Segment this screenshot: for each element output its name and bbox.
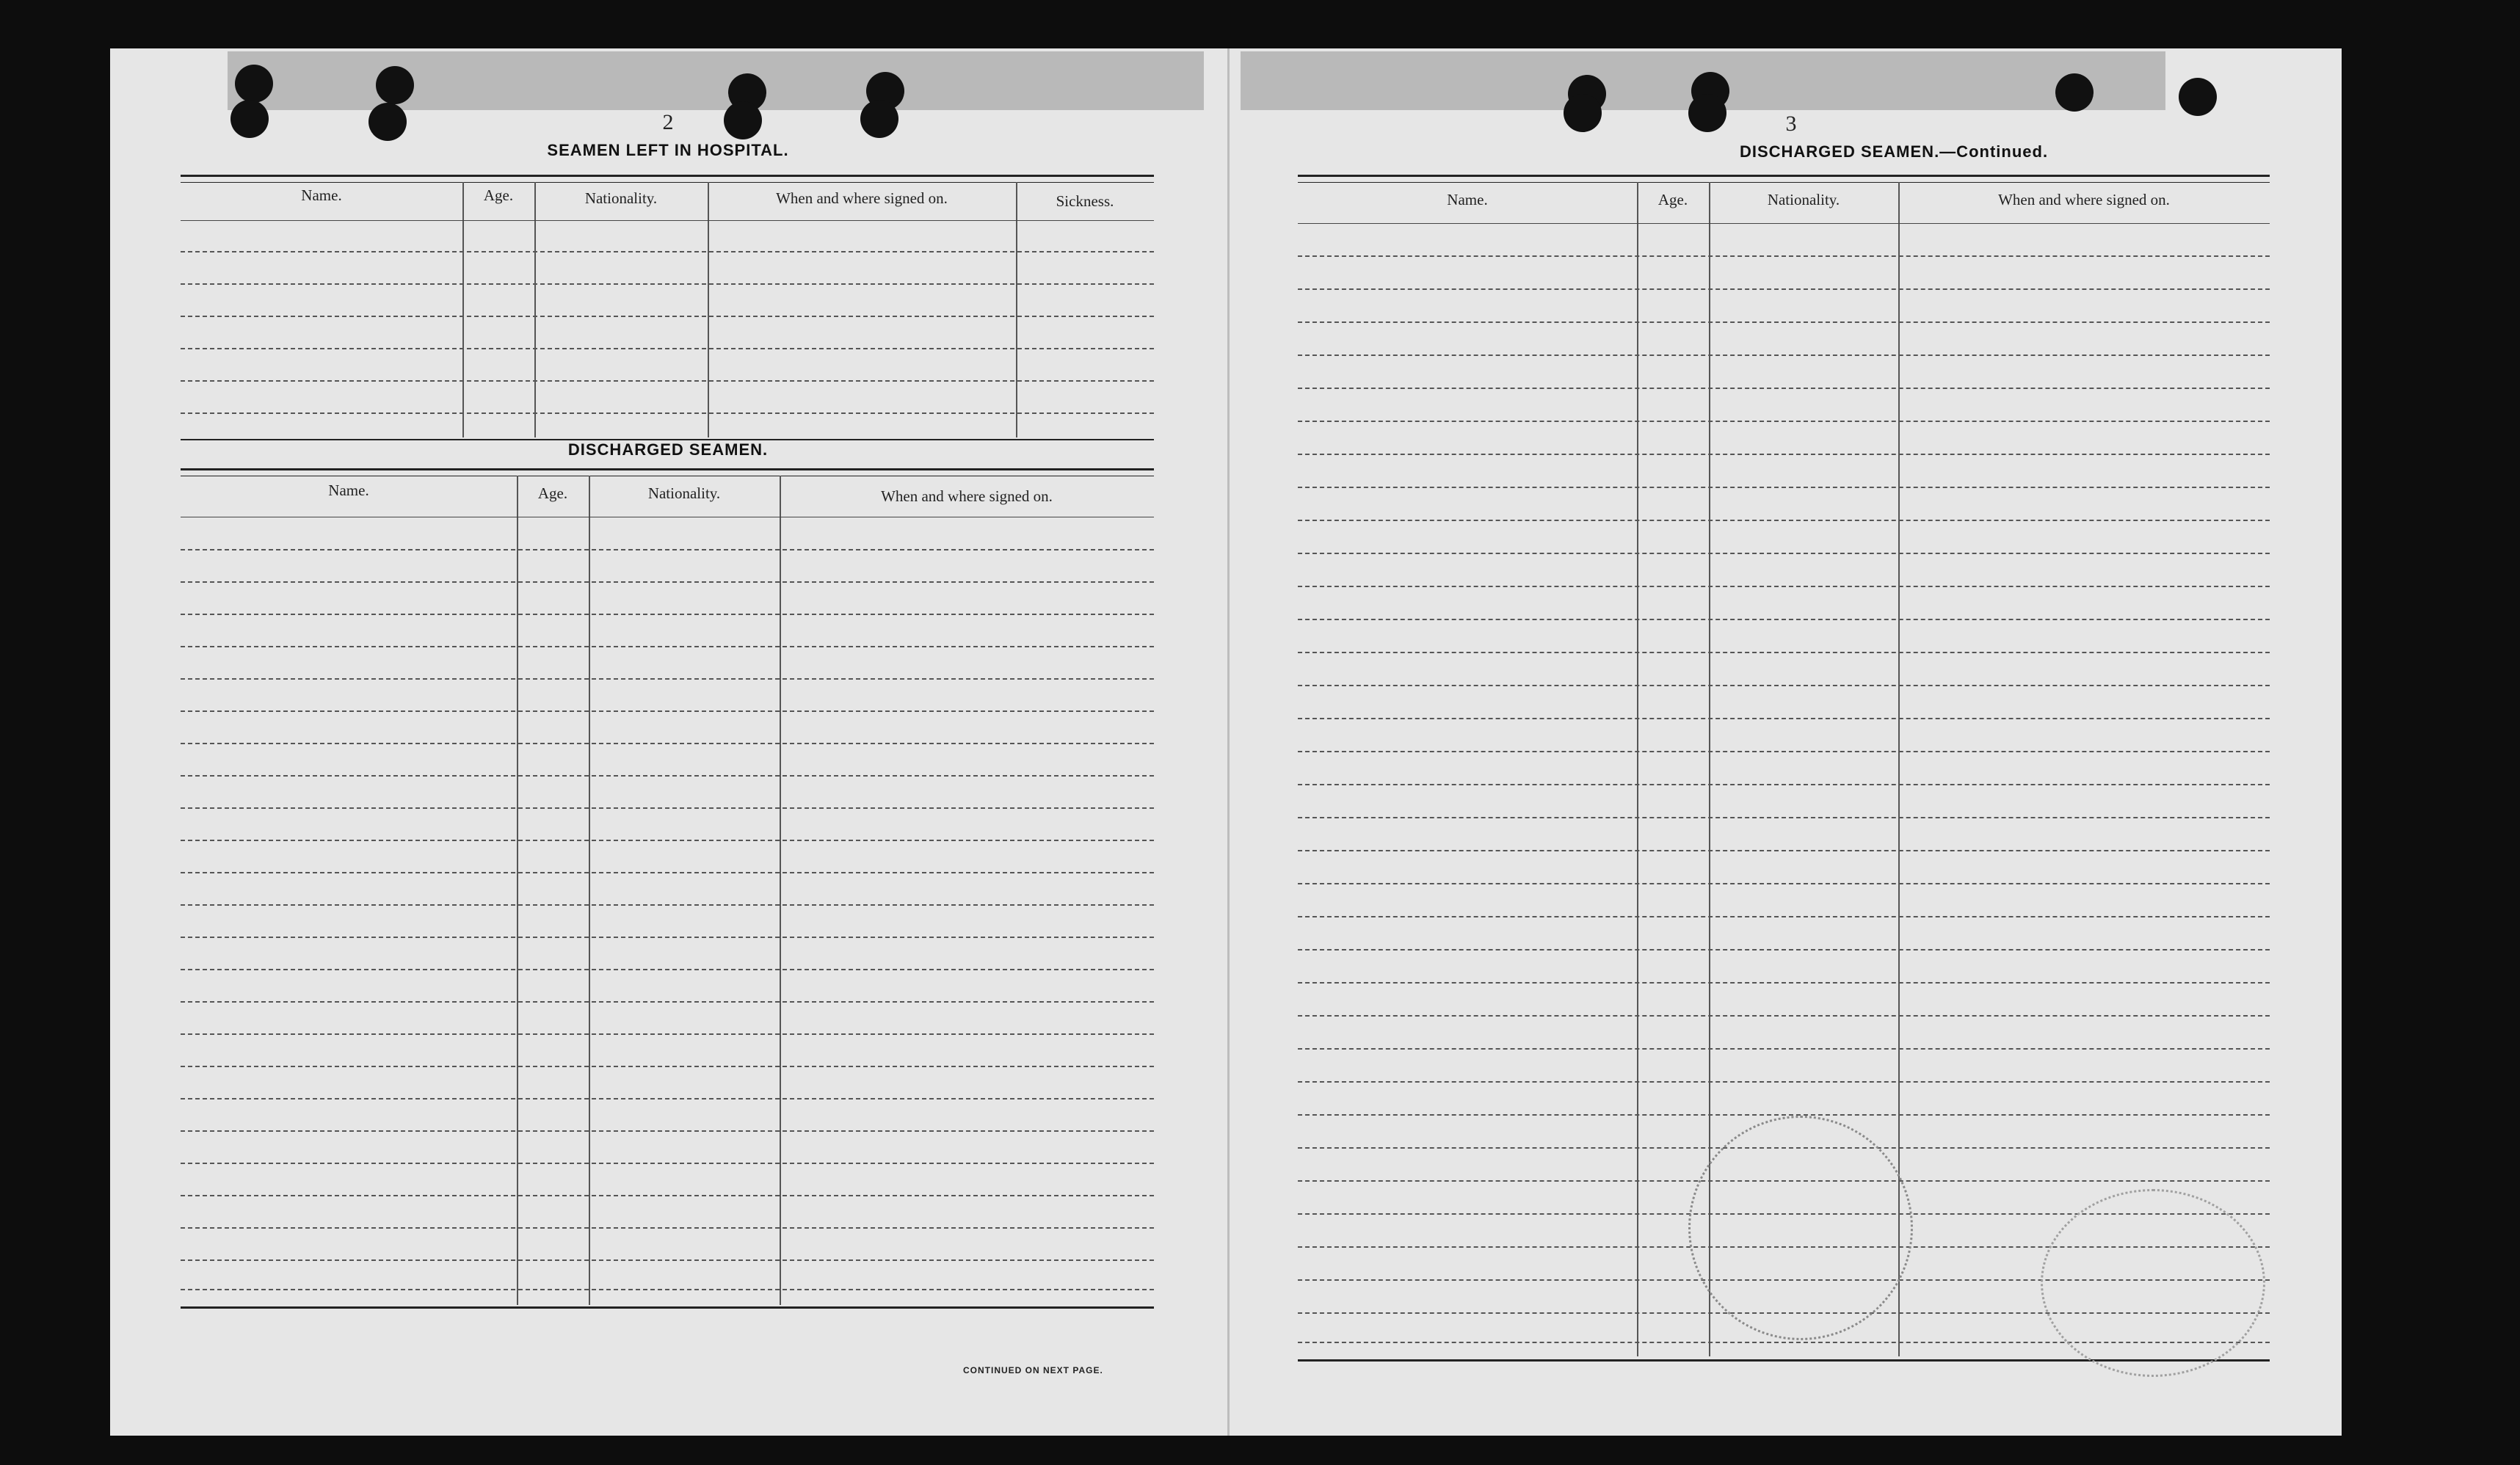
binding-hole	[2055, 73, 2094, 112]
hospital-section-title: SEAMEN LEFT IN HOSPITAL.	[547, 141, 789, 159]
page-number: 3	[1785, 112, 1797, 136]
column-header: Sickness.	[1056, 192, 1114, 210]
column-header: Age.	[537, 484, 568, 502]
left-page	[176, 110, 1160, 1387]
column-header: When and where signed on.	[881, 487, 1053, 505]
tape-strip-left	[228, 51, 1204, 110]
column-header: Nationality.	[647, 484, 721, 502]
continued-note: CONTINUED ON NEXT PAGE.	[963, 1365, 1103, 1375]
column-header: Nationality.	[584, 189, 658, 207]
faint-circular-stamp	[1688, 1116, 1913, 1340]
faint-circular-stamp	[2041, 1189, 2265, 1377]
discharged-table	[181, 468, 1154, 1320]
column-header: Name.	[301, 186, 342, 204]
discharged-section-title: DISCHARGED SEAMEN.	[567, 440, 769, 459]
binding-hole	[376, 66, 414, 104]
binding-hole	[235, 65, 273, 103]
page-number: 2	[662, 110, 674, 134]
column-header: When and where signed on.	[776, 189, 948, 207]
column-header: Age.	[483, 186, 514, 204]
page-gutter	[1227, 48, 1230, 1436]
column-header: Nationality.	[1767, 191, 1840, 208]
column-header: Age.	[1657, 191, 1688, 208]
column-header: Name.	[328, 481, 369, 499]
column-header: When and where signed on.	[1998, 191, 2170, 208]
column-header: Name.	[1447, 191, 1488, 208]
discharged-continued-title: DISCHARGED SEAMEN.—Continued.	[1739, 142, 2049, 161]
